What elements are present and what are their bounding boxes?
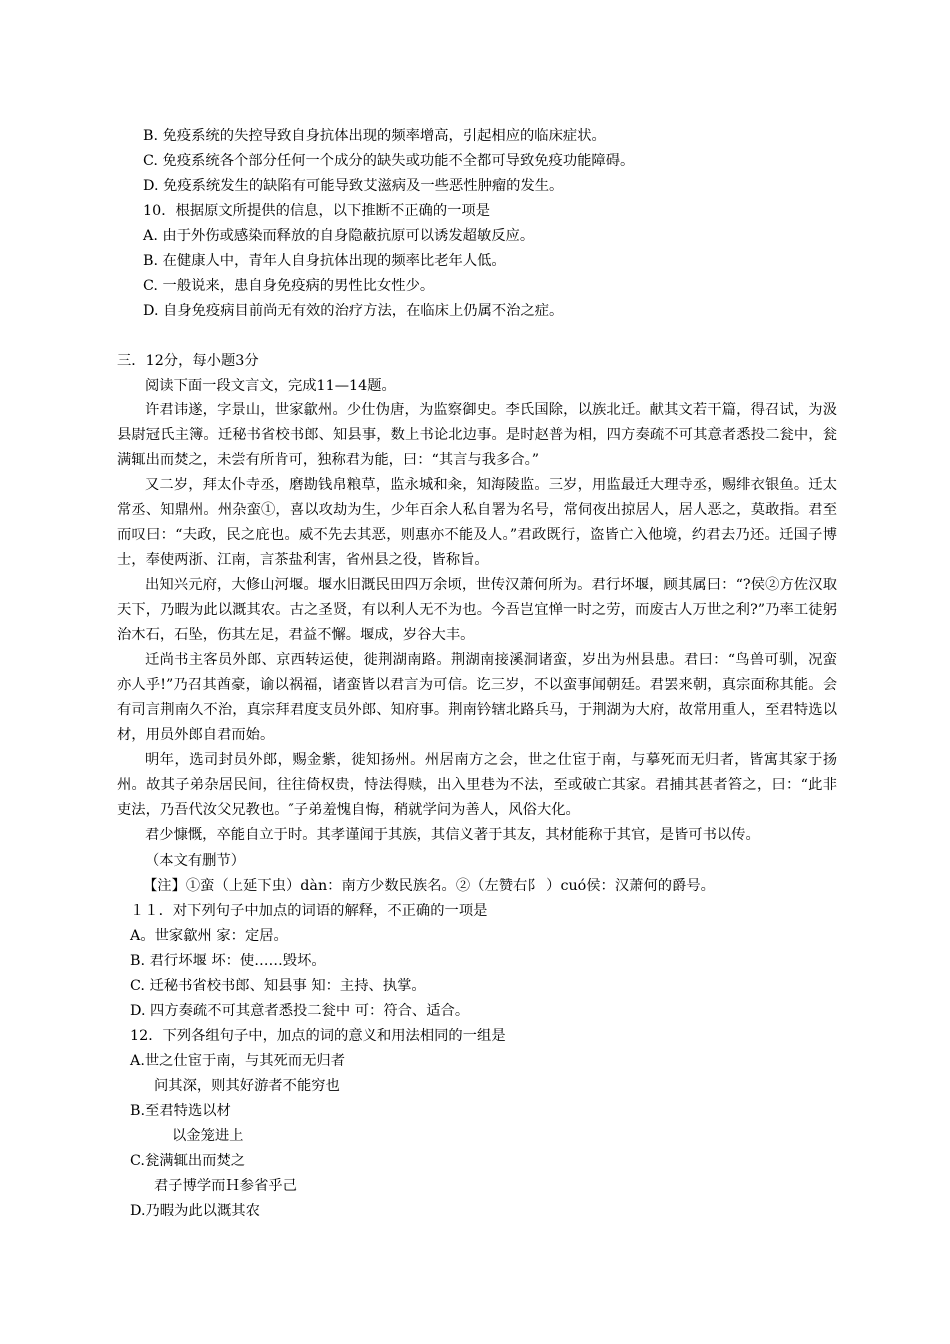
q11-option-d: D. 四方奏疏不可其意者悉投二瓮中 可：符合、适合。	[130, 1003, 470, 1019]
q12-option-c-line1: C.瓮满辄出而焚之	[130, 1153, 246, 1169]
passage-paragraph-2: 又二岁，拜太仆寺丞，磨勘钱帛粮草，监永城和籴，知海陵监。三岁，用监最迁大理寺丞，赐绯衣银鱼。迁太常丞、知鼎州。州杂蛮①，喜以攻劫为生，少年百余人私自署为名号，常伺夜出掠居人，居人恶之，莫敢指。君至而叹曰：“夫政，民之庇也。威不先去其恶，则惠亦不能及人。”君政既行，盗皆亡入他境，约君去乃还。迁国子博士，奉使两浙、江南，言茶盐利害，省州县之役，皆称旨。	[117, 477, 837, 568]
passage-paragraph-1: 许君讳遂，字景山，世家歙州。少仕伪唐，为监察御史。李氏国除，以族北迁。献其文若干篇，得召试，为汲县尉冠氏主簿。迁秘书省校书郎、知县事，数上书论北边事。是时赵普为相，四方奏疏不可其意者悉投二瓮中，瓮满辄出而焚之，未尝有所肯可，独称君为能，曰：“其言与我多合。”	[117, 402, 837, 468]
q10-stem: 10．根据原文所提供的信息，以下推断不正确的一项是	[143, 203, 491, 219]
passage-paragraph-3: 出知兴元府，大修山河堰。堰水旧溉民田四万余顷，世传汉萧何所为。君行坏堰，顾其属曰：“?侯②方佐汉取天下，乃暇为此以溉其农。古之圣贤，有以利人无不为也。今吾岂宜惮一时之劳，而废古人万世之利?”乃率工徒躬治木石，石坠，伤其左足，君益不懈。堰成，岁谷大丰。	[117, 577, 837, 643]
q11-option-c: C. 迁秘书省校书郎、知县事 知：主持、执掌。	[130, 978, 426, 994]
q12-stem: 12．下列各组句子中，加点的词的意义和用法相同的一组是	[130, 1028, 506, 1044]
q12-option-b-line1: B.至君特选以材	[130, 1103, 231, 1119]
q11-option-a: A。世家歙州 家：定居。	[130, 928, 288, 944]
q12-option-a-line2: 问其深，则其好游者不能穷也	[154, 1078, 340, 1094]
footnote: 【注】①蛮（上延下虫）dàn：南方少数民族名。②（左赞右阝 ）cuó侯：汉萧何的爵号。	[143, 878, 715, 894]
q10-option-a: A. 由于外伤或感染而释放的自身隐蔽抗原可以诱发超敏反应。	[143, 228, 535, 244]
q12-option-d-line1: D.乃暇为此以溉其农	[130, 1203, 260, 1219]
passage-paragraph-6: 君少慷慨，卒能自立于时。其孝谨闻于其族，其信义著于其友，其材能称于其官，是皆可书以传。	[145, 827, 760, 843]
q11-option-b: B. 君行坏堰 坏：使……毁坏。	[130, 953, 326, 969]
passage-paragraph-4: 迁尚书主客员外郎、京西转运使，徙荆湖南路。荆湖南接溪洞诸蛮，岁出为州县患。君曰：“鸟兽可驯，况蛮亦人乎!”乃召其酋豪，谕以祸福，诸蛮皆以君言为可信。讫三岁，不以蛮事闻朝廷。君罢来朝，真宗面称其能。会有司言荆南久不治，真宗拜君度支员外郎、知府事。荆南钤辖北路兵马，于荆湖为大府，故常用重人，至君特选以材，用员外郎自君而始。	[117, 652, 837, 743]
section-instruction: 阅读下面一段文言文，完成11—14题。	[145, 378, 396, 394]
q11-stem: １１．对下列句子中加点的词语的解释，不正确的一项是	[130, 903, 488, 919]
q10-option-c: C. 一般说来，患自身免疫病的男性比女性少。	[143, 278, 435, 294]
deletion-note: （本文有删节）	[145, 853, 246, 869]
q12-option-c-line2: 君子博学而Ｈ参省乎己	[154, 1178, 297, 1194]
q9-option-b: B. 免疫系统的失控导致自身抗体出现的频率增高，引起相应的临床症状。	[143, 128, 606, 144]
q10-option-d: D. 自身免疫病目前尚无有效的治疗方法，在临床上仍属不治之症。	[143, 303, 564, 319]
q9-option-d: D. 免疫系统发生的缺陷有可能导致艾滋病及一些恶性肿瘤的发生。	[143, 178, 564, 194]
section-heading: 三．12分，每小题3分	[117, 353, 259, 369]
passage-paragraph-5: 明年，选司封员外郎，赐金紫，徙知扬州。州居南方之会，世之仕宦于南，与摹死而无归者，皆寓其家于扬州。故其子弟杂居民间，往往倚权贵，恃法得赎，出入里巷为不法，至或破亡其家。君捕其甚者笞之，曰：“此非吏法，乃吾代汝父兄教也。″子弟羞愧自悔，稍就学问为善人，风俗大化。	[117, 752, 837, 818]
q10-option-b: B. 在健康人中，青年人自身抗体出现的频率比老年人低。	[143, 253, 506, 269]
q9-option-c: C. 免疫系统各个部分任何一个成分的缺失或功能不全都可导致免疫功能障碍。	[143, 153, 635, 169]
q12-option-a-line1: A.世之仕宦于南，与其死而无归者	[130, 1053, 346, 1069]
q12-option-b-line2: 以金笼进上	[172, 1128, 244, 1144]
